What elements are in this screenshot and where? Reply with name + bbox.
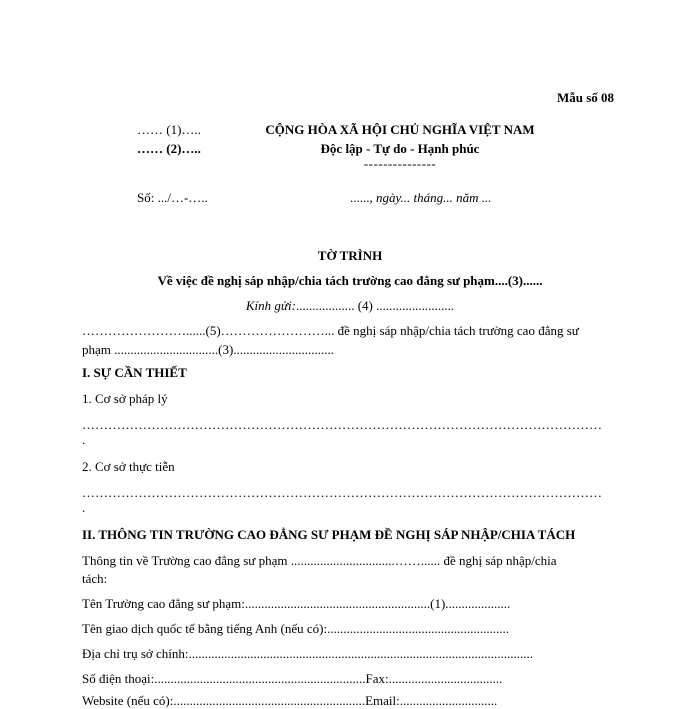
national-motto: Độc lập - Tự do - Hạnh phúc [320,141,480,156]
section-2-heading: II. THÔNG TIN TRƯỜNG CAO ĐẲNG SƯ PHẠM ĐỀ NGHỊ SÁP NHẬP/CHIA TÁCH [82,527,576,542]
recipient-line [0,298,700,314]
section-1-item-2: 2. Cơ sở thực tiễn [82,459,175,474]
issuing-authority-line: …… (1)….. [137,122,201,137]
document-number: Số: .../…-….. [137,190,208,205]
country-name: CỘNG HÒA XÃ HỘI CHỦ NGHĨA VIỆT NAM [265,122,535,137]
section-2-info-line-1: Thông tin về Trường cao đẳng sư phạm ................................……...... đề nghị sáp nhập/chia [82,553,557,568]
form-number: Mẫu số 08 [557,90,615,105]
section-2-info-line-2: tách: [82,571,108,586]
international-name-field: Tên giao dịch quốc tế bằng tiếng Anh (nếu có):........................................................ [82,621,510,636]
issuing-agency-line: …… (2)….. [137,141,201,156]
section-1-item-1-end: . [82,432,86,447]
intro-line-2: phạm ................................(3)............................... [82,342,335,357]
website-email-field: Website (nếu có):...........................................................Email:.............................. [82,693,498,708]
date-line [350,190,492,206]
address-field: Địa chỉ trụ sở chính:.......................................................................................................... [82,646,534,661]
school-name-field: Tên Trường cao đẳng sư phạm:.........................................................(1).................... [82,596,511,611]
section-1-item-2-end: . [82,500,86,515]
section-1-heading: I. SỰ CẦN THIẾT [82,365,187,380]
section-1-item-2-dots: ………………………………………………………………………………………………………… [82,485,602,500]
section-1-item-1-dots: ………………………………………………………………………………………………………… [82,417,602,432]
phone-fax-field: Số điện thoại:.................................................................Fax:................................... [82,671,503,686]
recipient-placeholder: .................. (4) ........................ [295,298,455,313]
recipient-prefix: Kính gửi: [245,298,296,313]
document-title: TỜ TRÌNH [317,248,383,263]
date-text: ngày... tháng... năm ... [376,190,492,205]
document-subtitle: Về việc đề nghị sáp nhập/chia tách trường cao đẳng sư phạm....(3)...... [157,273,543,288]
section-1-item-1: 1. Cơ sở pháp lý [82,391,168,406]
intro-line-1: ……………………......(5)……………………... đề nghị sáp nhập/chia tách trường cao đẳng sư [82,323,579,338]
motto-divider: --------------- [363,156,437,171]
date-place: ......, [350,190,373,205]
